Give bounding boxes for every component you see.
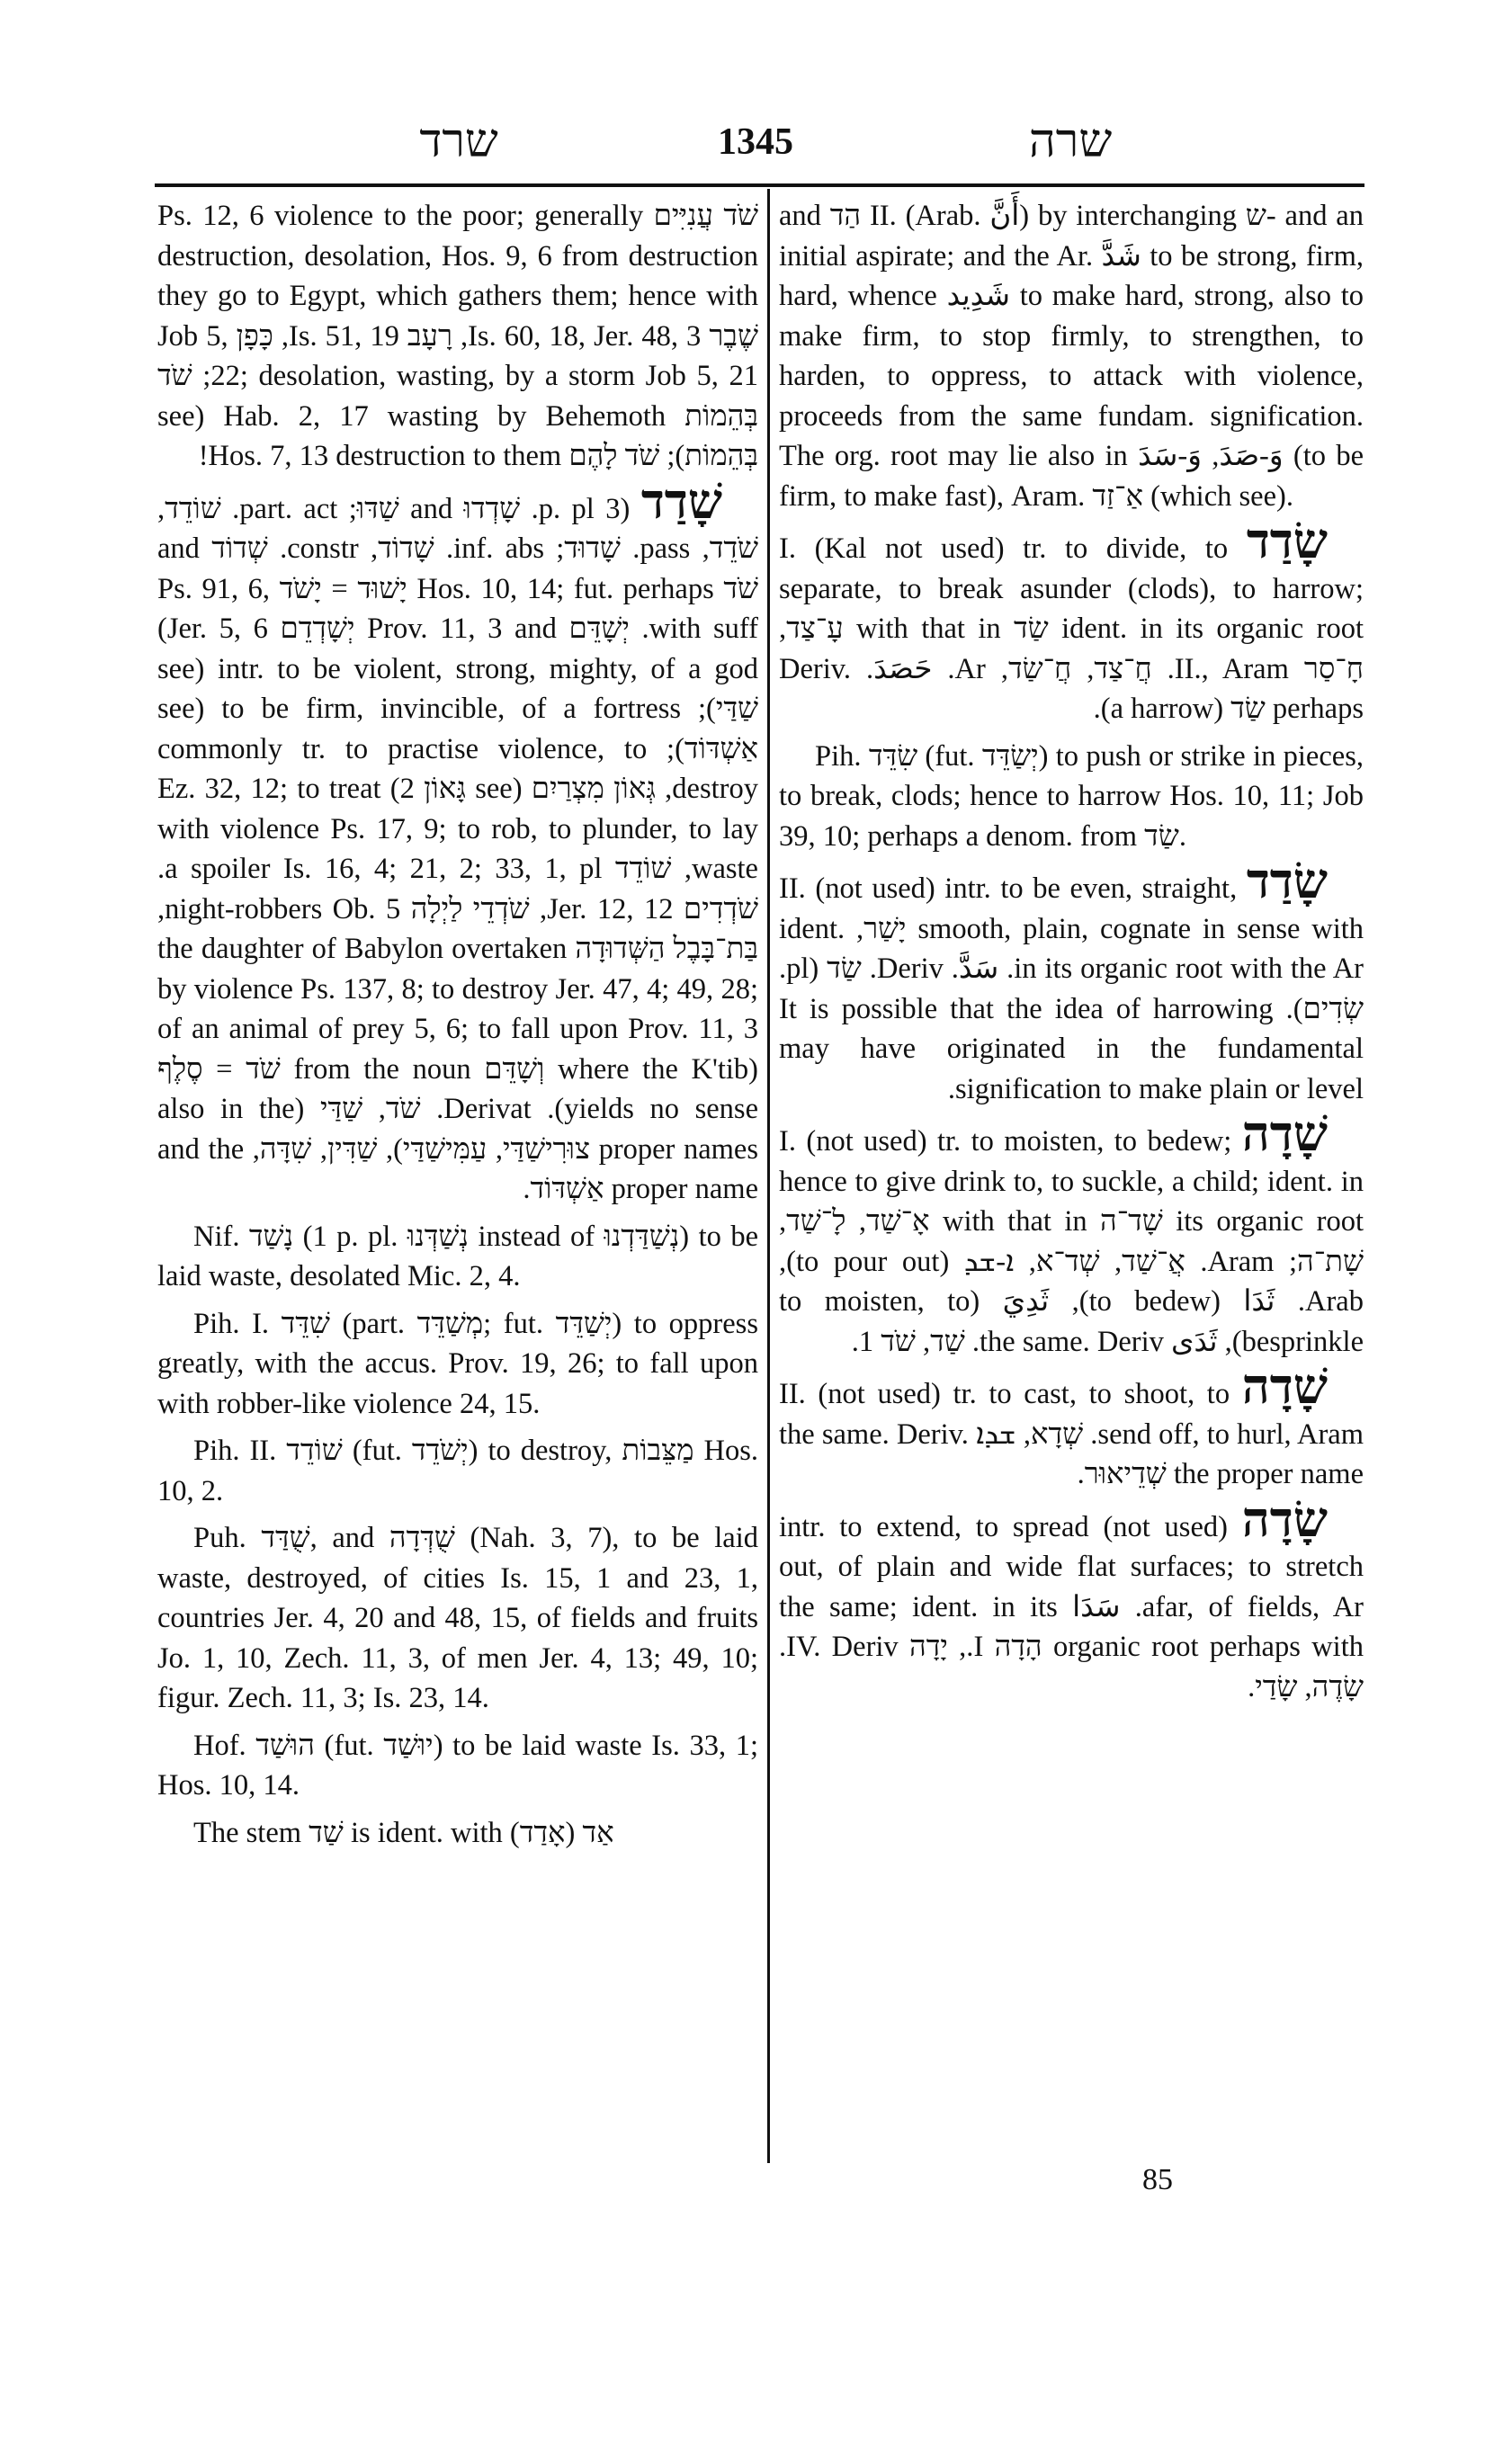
entry-text: I. (not used) tr. to moisten, to bedew; hence to give drink to, to suckle, a child; ident. in its organic root שָׁד־ה with that in אָ־שַׁד, לָ־שַׁד, שָׁת־ה; Aram. אֲ־שַׁד, שְׁד־א, ܐ-ܫܕ (to pour out), Arab. ثَدَا (to bedew), ثَدِيَ (to moisten, to besprinkle), ثَدَى the same. Deriv. שַׁד, שֹׁד 1.	[779, 1125, 1364, 1358]
entry-shadad	[157, 474, 759, 1210]
hofal-paragraph: Hof. הוּשַׁד (fut. יוּשַׁד) to be laid waste Is. 33, 1; Hos. 10, 14.	[157, 1729, 758, 1802]
stem-note: The stem שַׁד is ident. with אַד (אָדַד)	[193, 1816, 614, 1849]
headword: שָׂדַד	[1246, 514, 1328, 568]
headword: שָׂדַד	[1246, 854, 1329, 908]
entry-shadah-2	[779, 1360, 1364, 1495]
piel-paragraph: Pih. שִׂדֵּד (fut. יְשַׂדֵּד) to push or strike in pieces, to break, clods; hence to harrow Hos. 10, 11; Job 39, 10; perhaps a denom. from שַׂד.	[779, 739, 1364, 853]
page-number: 1345	[718, 121, 793, 163]
piel-2-paragraph: Pih. II. שׁוֹדֵד (fut. יְשֹׁדֵד) to destroy, מַצֵּבוֹת Hos. 10, 2.	[157, 1435, 758, 1507]
pual-paragraph: Puh. שֻׁדַּד, and שֻׁדְּדָה (Nah. 3, 7), to be laid waste, destroyed, of cities Is. 15, 1 and 23, 1, countries Jer. 4, 20 and 48, 15, of fields and fruits Jo. 1, 10, Zech. 11, 3, of men Jer. 4, 13; 49, 10; figur. Zech. 11, 3; Is. 23, 14.	[157, 1522, 758, 1714]
entry-sadad-2	[779, 854, 1364, 1109]
entry-text: II. (not used) intr. to be even, straight, smooth, plain, cognate in sense with יָשַׁר, ident. in its organic root with the Ar. سَدَّ. Deriv. שַׂד (pl. שְׂדִים). It is possible that the idea of harrowing may have originated in the fundamental signification to make plain or level.	[779, 872, 1364, 1105]
headword: שָׁדָה	[1241, 1107, 1329, 1161]
entry-text: II. (not used) tr. to cast, to shoot, to send off, to hurl, Aram. שְׁדָא, ܫܕܐ the same. Deriv. the proper name שְׁדֵיאוּר.	[779, 1378, 1364, 1490]
piel-1-paragraph: Pih. I. שִׁדֵּד (part. מְשַׁדֵּד; fut. יְשַׁדֵּד) to oppress greatly, with the accus. Prov. 19, 26; to fall upon with robber-like violence 24, 15.	[157, 1307, 758, 1420]
headword: שָׁדַד	[640, 474, 722, 529]
left-catchword: שרד	[419, 116, 498, 167]
stem-note-continuation: and הַד II. (Arab. أَنَّ) by interchanging ש- and an initial aspirate; and the Ar. شَدَّ to be strong, firm, hard, whence شَدِيد to make hard, strong, also to make firm, to stop firmly, to strengthen, to harden, to oppress, to attack with violence, proceeds from the same fundam. signification. The org. root may lie also in وَ-صَدَ, وَ-سَدَ (to be firm, to make fast), Aram. אַ־זַד (which see).	[779, 200, 1364, 513]
entry-sadad-1	[779, 514, 1364, 729]
entry-shadah-1	[779, 1107, 1364, 1362]
header-rule	[155, 183, 1364, 187]
left-column	[157, 196, 758, 1860]
headword: שָׁדָה	[1241, 1360, 1329, 1414]
signature-mark: 85	[1142, 2163, 1173, 2196]
entry-text: (3 p. pl. שָׁדְדוּ and שַׁדּוּ; part. act. שׁוֹדֵד, שֹׁדֵד, pass. שָׁדוּד; inf. abs. שָׁדוֹד, constr. שְׁדוֹד and שֹׁד Hos. 10, 14; fut. perhaps יָשׁוּד = יָשֹׁד Ps. 91, 6, with suff. יְשָׁדֵּם Prov. 11, 3 and יְשָׁדְדֵם Jer. 5, 6) intr. to be violent, strong, mighty, of a god (see שַׁדַּי); to be firm, invincible, of a fortress (see אַשְׁדּוֹד); commonly tr. to practise violence, to destroy, גְּאוֹן מִצְרַיִם (see גָּאוֹן 2) Ez. 32, 12; to treat with violence Ps. 17, 9; to rob, to plunder, to lay waste, שׁוֹדֵד a spoiler Is. 16, 4; 21, 2; 33, 1, pl. שֹׁדְדִים Jer. 12, 12, שֹׁדְדֵי לַיְלָה night-robbers Ob. 5, בַּת־בָּבֶל הַשְּׁדוּדָה the daughter of Babylon overtaken by violence Ps. 137, 8; to destroy Jer. 47, 4; 49, 28; of an animal of prey 5, 6; to fall upon Prov. 11, 3 (where the K'tib וְשָׁדֵּם from the noun שֹׁד = סֶלֶף yields no sense). Derivat. שֹׁד, שַׁדַּי (also in the proper names צוּרִישַׁדַּי, עַמִּישַׁדַּי), שַׁדִּין, שִׁדָּה, and the proper name אַשְׁדּוֹד.	[157, 492, 759, 1205]
entry-text: (not used) intr. to extend, to spread out, of plain and wide flat surfaces; to stretch afar, of fields, Ar. سَدَا the same; ident. in its organic root perhaps with הָדָה I., יָדָה IV. Deriv. שָׂדֶה, שָׂדַי.	[779, 1510, 1364, 1703]
right-catchword: שרה	[1028, 116, 1113, 167]
nifal-paragraph: Nif. נָשַׁד (1 p. pl. נְשַׁדְּנוּ instead of נְשַׁדַּדְנוּ) to be laid waste, desolated Mic. 2, 4.	[157, 1220, 758, 1292]
column-divider	[767, 189, 770, 2163]
entry-continuation: שֹׁד עֲנִיִּים Ps. 12, 6 violence to the poor; generally destruction, desolation, Hos. 9, 6 from destruction they go to Egypt, which gathers them; hence with שֶׁבֶר Is. 60, 18, Jer. 48, 3, רָעָב Is. 51, 19, כָּפָן Job 5, 22; desolation, wasting, by a storm Job 5, 21; שֹׁד בְּהֵמוֹת Hab. 2, 17 wasting by Behemoth (see בְּהֵמוֹת); שֹׁד לָהֶם Hos. 7, 13 destruction to them!	[157, 200, 758, 472]
headword: שָׂדָה	[1241, 1492, 1328, 1547]
entry-text: I. (Kal not used) tr. to divide, to separate, to break asunder (clods), to harrow; ident. in its organic root שַׂד with that in עָ־צַד, חָ־סַר II., Aram. חֲ־צַד, חֲ־שַׂד, Ar. حَصَدَ. Deriv. perhaps שַׂד (a harrow).	[779, 532, 1364, 725]
right-column	[779, 196, 1364, 1714]
entry-sadah	[779, 1492, 1364, 1708]
